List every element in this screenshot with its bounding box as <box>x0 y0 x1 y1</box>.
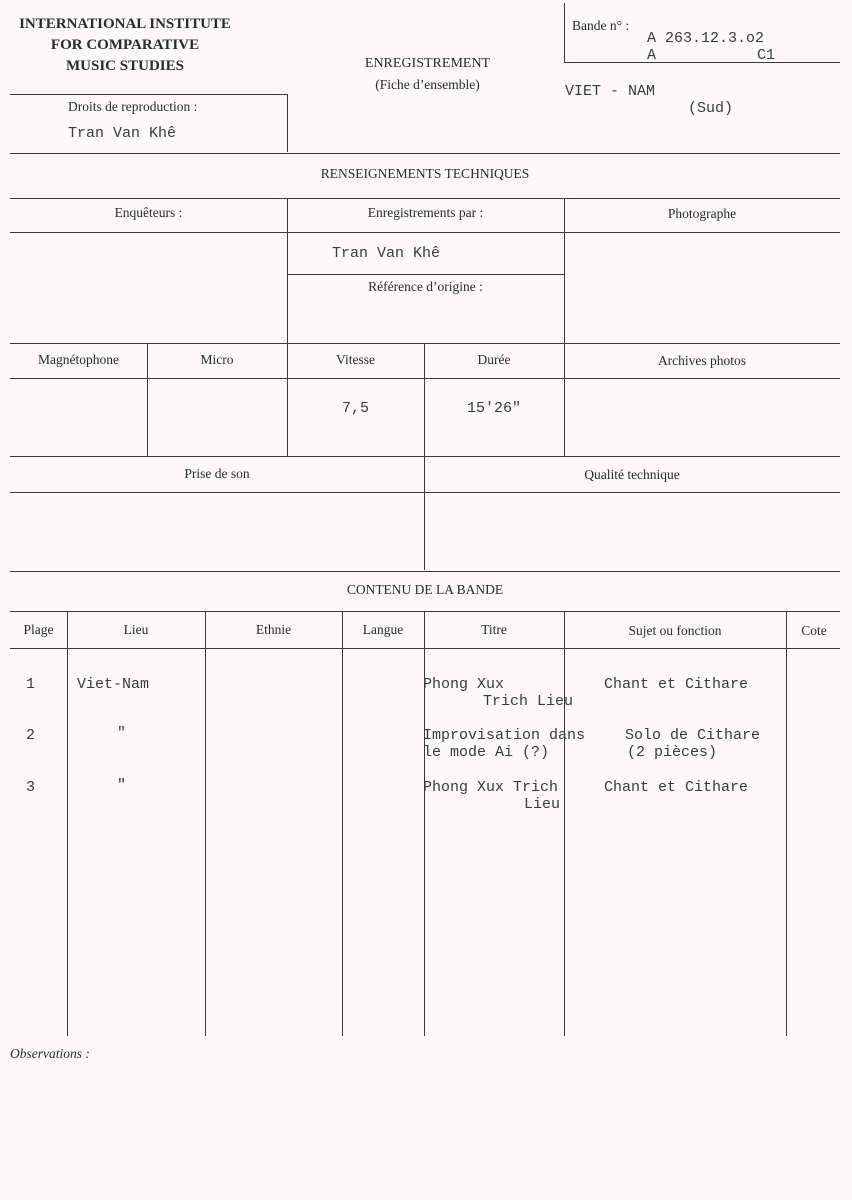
bande-value-2-right: C1 <box>757 47 776 64</box>
qualite-technique-label: Qualité technique <box>584 467 680 482</box>
plage-cell: 3 <box>26 779 36 796</box>
divider <box>786 611 787 1036</box>
plage-cell: 2 <box>26 727 36 744</box>
divider <box>10 378 840 379</box>
rights-value: Tran Van Khê <box>68 125 177 142</box>
column-header-lieu: Lieu <box>123 622 149 637</box>
column-header-titre: Titre <box>481 622 507 637</box>
divider <box>10 456 840 457</box>
bande-value: A 263.12.3.o2 <box>647 30 765 47</box>
rights-box-right-border <box>287 94 288 152</box>
institute-line-3: MUSIC STUDIES <box>66 58 184 74</box>
enregistrements-label: Enregistrements par : <box>367 205 484 220</box>
divider <box>564 611 565 1036</box>
sujet-cell-line-1: Solo de Cithare <box>625 727 761 744</box>
prise-de-son-label: Prise de son <box>184 466 250 481</box>
titre-cell-line-1: Phong Xux Trich <box>423 779 559 796</box>
reference-label: Référence d’origine : <box>368 279 483 294</box>
bande-label: Bande n° : <box>572 18 630 33</box>
lieu-cell: " <box>117 777 127 794</box>
column-header-ethnie: Ethnie <box>255 622 292 637</box>
institute-name <box>10 14 240 77</box>
divider <box>10 611 840 612</box>
divider <box>424 611 425 1036</box>
divider <box>10 153 840 154</box>
enregistrements-value: Tran Van Khê <box>332 245 441 262</box>
micro-label: Micro <box>200 352 234 367</box>
divider <box>205 611 206 1036</box>
lieu-cell: " <box>117 725 127 742</box>
sujet-cell: Chant et Cithare <box>604 676 749 693</box>
column-header-cote: Cote <box>801 623 827 638</box>
duree-label: Durée <box>477 352 511 367</box>
archives-label: Archives photos <box>657 353 747 368</box>
bande-box-left-border <box>564 3 565 63</box>
region-value: (Sud) <box>688 100 734 117</box>
divider <box>10 492 840 493</box>
plage-cell: 1 <box>26 676 36 693</box>
divider <box>10 198 840 199</box>
form-subtitle: (Fiche d’ensemble) <box>375 77 480 92</box>
divider <box>67 611 68 1036</box>
divider <box>342 611 343 1036</box>
divider <box>10 571 840 572</box>
institute-line-1: INTERNATIONAL INSTITUTE <box>19 16 231 32</box>
divider <box>287 274 564 275</box>
column-header-langue: Langue <box>362 622 404 637</box>
column-header-sujet: Sujet ou fonction <box>628 623 722 638</box>
country-value: VIET - NAM <box>565 83 656 100</box>
enqueteurs-label: Enquêteurs : <box>114 205 183 220</box>
bande-box-bottom-border <box>564 62 840 63</box>
bande-value-2-left: A <box>647 47 657 64</box>
rights-box-top-border <box>10 94 288 95</box>
titre-cell-line-2: le mode Ai (?) <box>423 744 550 761</box>
titre-cell-line-2: Lieu <box>524 796 561 813</box>
observations-label: Observations : <box>10 1046 90 1061</box>
vitesse-value: 7,5 <box>341 400 369 417</box>
lieu-cell: Viet-Nam <box>77 676 150 693</box>
magnetophone-label: Magnétophone <box>38 352 119 367</box>
column-header-plage: Plage <box>23 622 54 637</box>
technical-section-title: RENSEIGNEMENTS TECHNIQUES <box>320 166 530 181</box>
form-title: ENREGISTREMENT <box>364 56 491 71</box>
sujet-cell: Chant et Cithare <box>604 779 749 796</box>
photographe-label: Photographe <box>667 206 737 221</box>
divider <box>10 232 840 233</box>
titre-cell-line-1: Improvisation dans <box>423 727 586 744</box>
divider <box>10 343 840 344</box>
duree-value: 15'26" <box>466 400 521 417</box>
titre-cell-line-1: Phong Xux <box>423 676 505 693</box>
rights-label: Droits de reproduction : <box>68 99 198 114</box>
institute-line-2: FOR COMPARATIVE <box>50 37 200 53</box>
contents-section-title: CONTENU DE LA BANDE <box>346 582 504 597</box>
divider <box>10 648 840 649</box>
vitesse-label: Vitesse <box>336 352 375 367</box>
titre-cell-line-2: Trich Lieu <box>483 693 574 710</box>
sujet-cell-line-2: (2 pièces) <box>627 744 718 761</box>
